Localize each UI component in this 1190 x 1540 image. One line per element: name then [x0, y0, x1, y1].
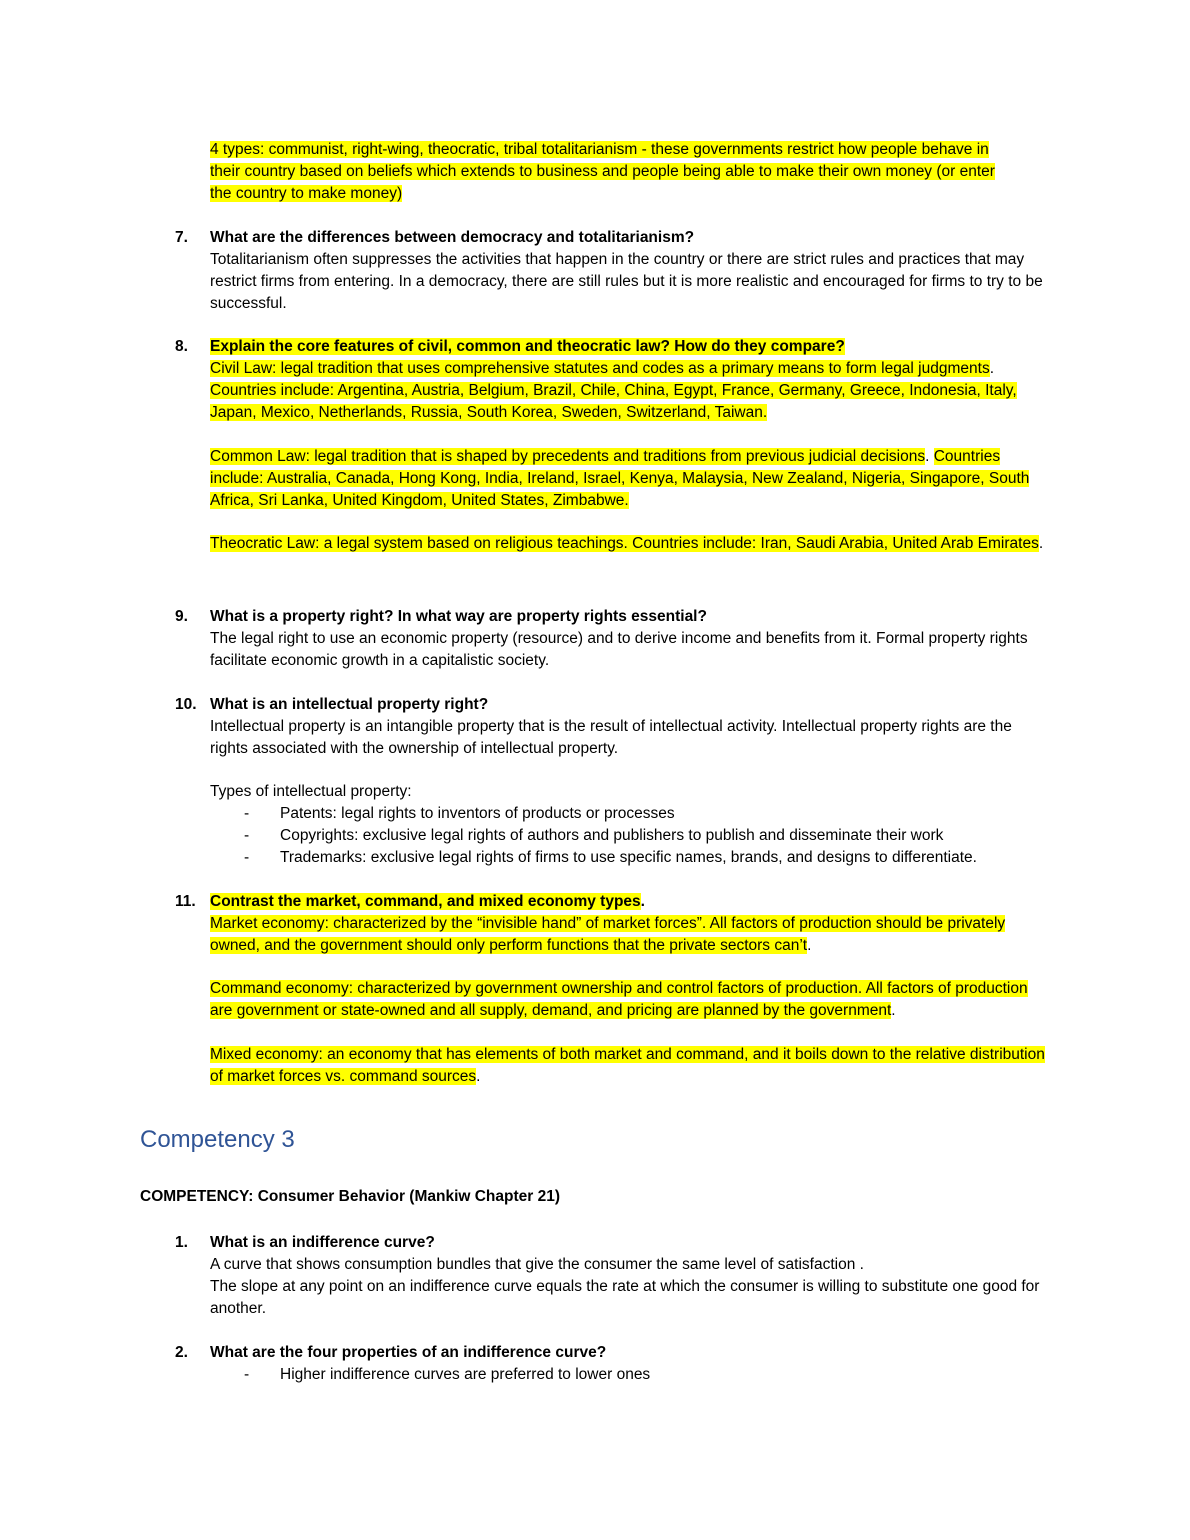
command-economy-paragraph: Command economy: characterized by government ownership and control factors of production. All factors of production are government or state-owned and all supply, demand, and pricing are planned by the government.	[210, 980, 1028, 1019]
answer-10: Intellectual property is an intangible property that is the result of intellectual activity. Intellectual property rights are the rights associated with the ownership of intellectual property.	[210, 718, 1012, 757]
question-7: 7. What are the differences between democracy and totalitarianism?	[175, 229, 695, 246]
question-9: 9. What is a property right? In what way are property rights essential?	[175, 608, 707, 625]
competency-3-question-2: 2. What are the four properties of an indifference curve?	[175, 1344, 607, 1361]
totalitarian-types-line-1: 4 types: communist, right-wing, theocratic, tribal totalitarianism - these governments restrict how people behave in	[210, 141, 989, 158]
mixed-economy-paragraph: Mixed economy: an economy that has elements of both market and command, and it boils down to the relative distribution of market forces vs. command sources.	[210, 1046, 1045, 1085]
theocratic-law-paragraph: Theocratic Law: a legal system based on religious teachings. Countries include: Iran, Saudi Arabia, United Arab Emirates.	[210, 535, 1044, 552]
list-item: - Copyrights: exclusive legal rights of authors and publishers to publish and disseminate their work	[244, 827, 944, 844]
competency-3-question-1: 1. What is an indifference curve?	[175, 1234, 435, 1251]
list-item: - Higher indifference curves are preferred to lower ones	[244, 1366, 651, 1383]
answer-9: The legal right to use an economic property (resource) and to derive income and benefits from it. Formal property rights facilitate economic growth in a capitalistic society.	[210, 630, 1028, 669]
totalitarian-types-line-3: the country to make money)	[210, 185, 403, 202]
ip-types-intro: Types of intellectual property:	[210, 783, 412, 800]
question-11: 11. Contrast the market, command, and mixed economy types.	[175, 893, 645, 910]
civil-law-paragraph: Civil Law: legal tradition that uses comprehensive statutes and codes as a primary means to form legal judgments. Countries include: Argentina, Austria, Belgium, Brazil, Chile, China, Egypt, France, Germany, Greece, Indonesia, Italy, Japan, Mexico, Netherlands, Russia, South Korea, Sweden, Switzerland, Taiwan.	[210, 360, 1017, 421]
answer-7: Totalitarianism often suppresses the activities that happen in the country or there are strict rules and practices that may restrict firms from entering. In a democracy, there are still rules but it is more realistic and encouraged for firms to try to be successful.	[210, 251, 1043, 312]
list-item: - Trademarks: exclusive legal rights of firms to use specific names, brands, and designs to differentiate.	[244, 849, 977, 866]
section-heading: Competency 3	[140, 1126, 295, 1153]
totalitarian-types-line-2: their country based on beliefs which extends to business and people being able to make their own money (or enter	[210, 163, 995, 180]
question-8: 8. Explain the core features of civil, common and theocratic law? How do they compare?	[175, 338, 845, 355]
competency-title: COMPETENCY: Consumer Behavior (Mankiw Chapter 21)	[140, 1188, 561, 1205]
competency-3-answer-1a: A curve that shows consumption bundles that give the consumer the same level of satisfaction .	[210, 1256, 864, 1273]
list-item: - Patents: legal rights to inventors of products or processes	[244, 805, 675, 822]
question-10: 10. What is an intellectual property right?	[175, 696, 489, 713]
market-economy-paragraph: Market economy: characterized by the “invisible hand” of market forces”. All factors of production should be privately owned, and the government should only perform functions that the private sectors can’t.	[210, 915, 1006, 954]
common-law-paragraph: Common Law: legal tradition that is shaped by precedents and traditions from previous judicial decisions. Countries include: Australia, Canada, Hong Kong, India, Ireland, Israel, Kenya, Malaysia, New Zealand, Nigeria, Singapore, South Africa, Sri Lanka, United Kingdom, United States, Zimbabwe.	[210, 448, 1030, 509]
competency-3-answer-1b: The slope at any point on an indifference curve equals the rate at which the consumer is willing to substitute one good for another.	[210, 1278, 1040, 1317]
